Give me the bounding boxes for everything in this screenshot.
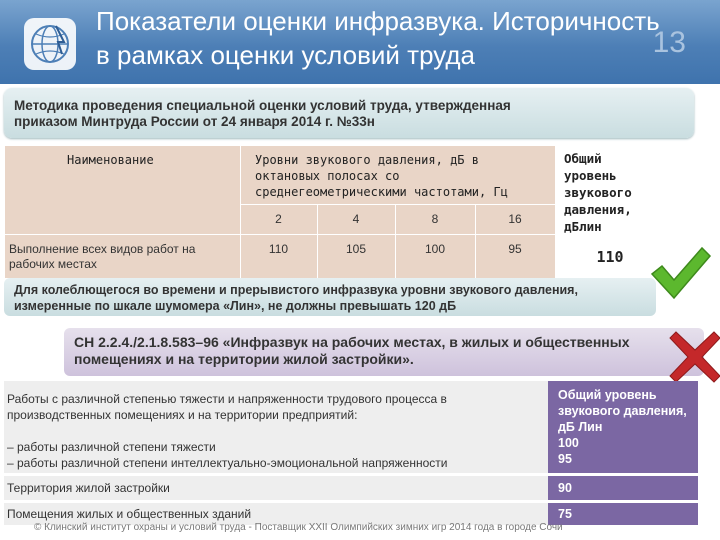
table-row [4, 476, 698, 500]
sanitary-norms-text: СН 2.2.4./2.1.8.583–96 «Инфразвук на рабочих местах, в жилых и общественных помещениях и на территории жилой застройки». [74, 334, 630, 367]
infrasound-note-box [4, 278, 656, 316]
table-row [4, 381, 698, 473]
slide-title: Показатели оценки инфразвука. Историчность в рамках оценки условий труда [96, 6, 660, 70]
frequency-16: 16 [508, 212, 522, 226]
row-value: 90 [558, 481, 572, 495]
row-description: Помещения жилых и общественных зданий [7, 507, 252, 521]
row-description: Территория жилой застройки [7, 481, 170, 495]
footer-text: © Клинский институт охраны и условий труда - Поставщик XXII Олимпийских зимних игр 2014 года в городе Сочи [34, 522, 563, 533]
total-level-value: 110 [596, 248, 624, 266]
column-header-levels: Уровни звукового давления, дБ в октановых полосах со среднегеометрическими частотами, Гц [255, 153, 508, 199]
row-name: Выполнение всех видов работ на рабочих местах [9, 242, 196, 271]
infrasound-note-text: Для колеблющегося во времени и прерывистого инфразвука уровни звукового давления, измеренные по шкале шумомера «Лин», не должны превышать 120 дБ [14, 283, 578, 313]
methodology-box [4, 88, 694, 138]
frequency-2: 2 [275, 212, 282, 226]
globe-emblem-icon [18, 12, 82, 76]
slide-header [0, 0, 720, 84]
methodology-text: Методика проведения специальной оценки условий труда, утвержденная приказом Минтруда России от 24 января 2014 г. №33н [14, 98, 511, 129]
row-value: Общий уровень звукового давления, дБ Лин 100 95 [558, 388, 687, 466]
slide-number: 13 [652, 26, 686, 59]
levels-table [5, 146, 555, 278]
sanitary-norms-table [4, 381, 698, 525]
cross-icon [668, 330, 720, 384]
row-value: 75 [558, 507, 572, 521]
column-header-name: Наименование [67, 153, 154, 167]
level-value-16hz: 95 [508, 242, 522, 256]
checkmark-icon [648, 244, 712, 300]
level-value-4hz: 105 [345, 242, 367, 256]
row-description: Работы с различной степенью тяжести и напряженности трудового процесса в производственных помещениях и на территории предприятий: – работы различной степени тяжести – работы различной степени интеллектуально-эмоциональной напряженности [7, 392, 448, 470]
frequency-8: 8 [431, 212, 439, 226]
frequency-4: 4 [352, 212, 360, 226]
sanitary-norms-box [64, 328, 704, 376]
total-level-header: Общий уровень звукового давления, дБлин [564, 151, 632, 234]
level-value-2hz: 110 [268, 242, 289, 256]
level-value-8hz: 100 [424, 242, 446, 256]
